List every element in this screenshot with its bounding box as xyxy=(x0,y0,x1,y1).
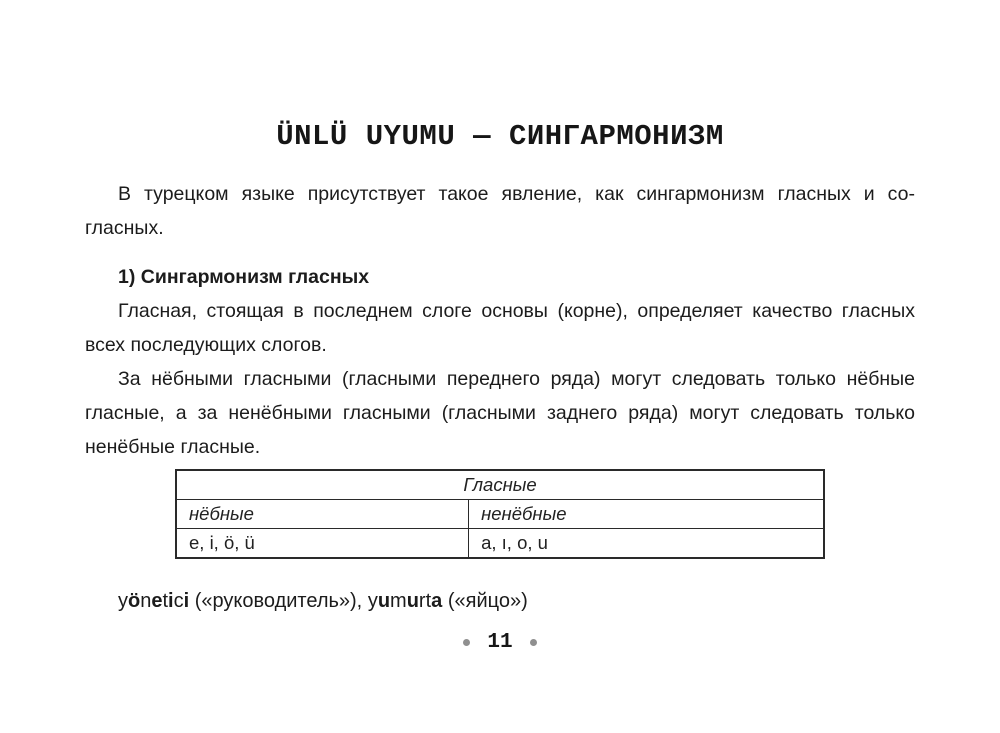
page-footer xyxy=(85,631,915,654)
intro-paragraph xyxy=(85,177,915,245)
example-text: c xyxy=(173,590,184,612)
example-vowel-bold: e xyxy=(151,590,163,612)
example-text: y xyxy=(118,590,128,612)
example-vowel-bold: u xyxy=(377,590,391,612)
table-row xyxy=(176,500,824,529)
example-text: t xyxy=(162,590,169,612)
table-header-cell: нёбные xyxy=(176,500,469,529)
example-text: t xyxy=(425,590,432,612)
text-line: гласных. xyxy=(85,217,164,239)
vowel-table-wrapper xyxy=(175,469,825,559)
example-text: n xyxy=(140,590,152,612)
vowel-table xyxy=(175,469,825,559)
footer-dot-icon xyxy=(530,639,537,646)
example-text: r xyxy=(418,590,426,612)
table-row xyxy=(176,529,824,559)
text-line: гласные, а за ненёбными гласными (гласными заднего ряда) могут следовать только xyxy=(85,402,915,424)
footer-dot-icon xyxy=(463,639,470,646)
example-line xyxy=(85,584,915,618)
page-number: 11 xyxy=(487,631,513,654)
table-value-cell: e, i, ö, ü xyxy=(176,529,469,559)
section-heading: 1) Сингармонизм гласных xyxy=(118,266,370,288)
example-vowel-bold: a xyxy=(431,590,443,612)
page-title: ÜNLÜ UYUMU — СИНГАРМОНИЗМ xyxy=(276,120,724,153)
table-header-cell: ненёбные xyxy=(469,500,824,529)
text-line: За нёбными гласными (гласными переднего ряда) могут следовать только нёбные xyxy=(118,368,915,390)
table-title-cell: Гласные xyxy=(176,470,824,500)
example-text: («яйцо») xyxy=(442,590,528,612)
example-text: y xyxy=(367,590,378,612)
example-vowel-bold: i xyxy=(183,590,190,612)
section-paragraph-2 xyxy=(85,362,915,464)
text-line: всех последующих слогов. xyxy=(85,334,327,356)
text-line: Гласная, стоящая в последнем слоге основы (корне), определяет качество гласных xyxy=(118,300,915,322)
table-value-cell: a, ı, o, u xyxy=(469,529,824,559)
section-paragraph-1 xyxy=(85,294,915,362)
example-text: («руководитель»), xyxy=(189,590,368,612)
text-line: ненёбные гласные. xyxy=(85,436,261,458)
example-text: m xyxy=(390,590,407,612)
page-content xyxy=(0,177,1000,654)
example-vowel-bold: ö xyxy=(128,590,141,612)
table-row xyxy=(176,470,824,500)
example-vowel-bold: u xyxy=(406,590,419,612)
example-vowel-bold: i xyxy=(168,590,174,612)
text-line: В турецком языке присутствует такое явление, как сингармонизм гласных и со- xyxy=(118,183,915,205)
